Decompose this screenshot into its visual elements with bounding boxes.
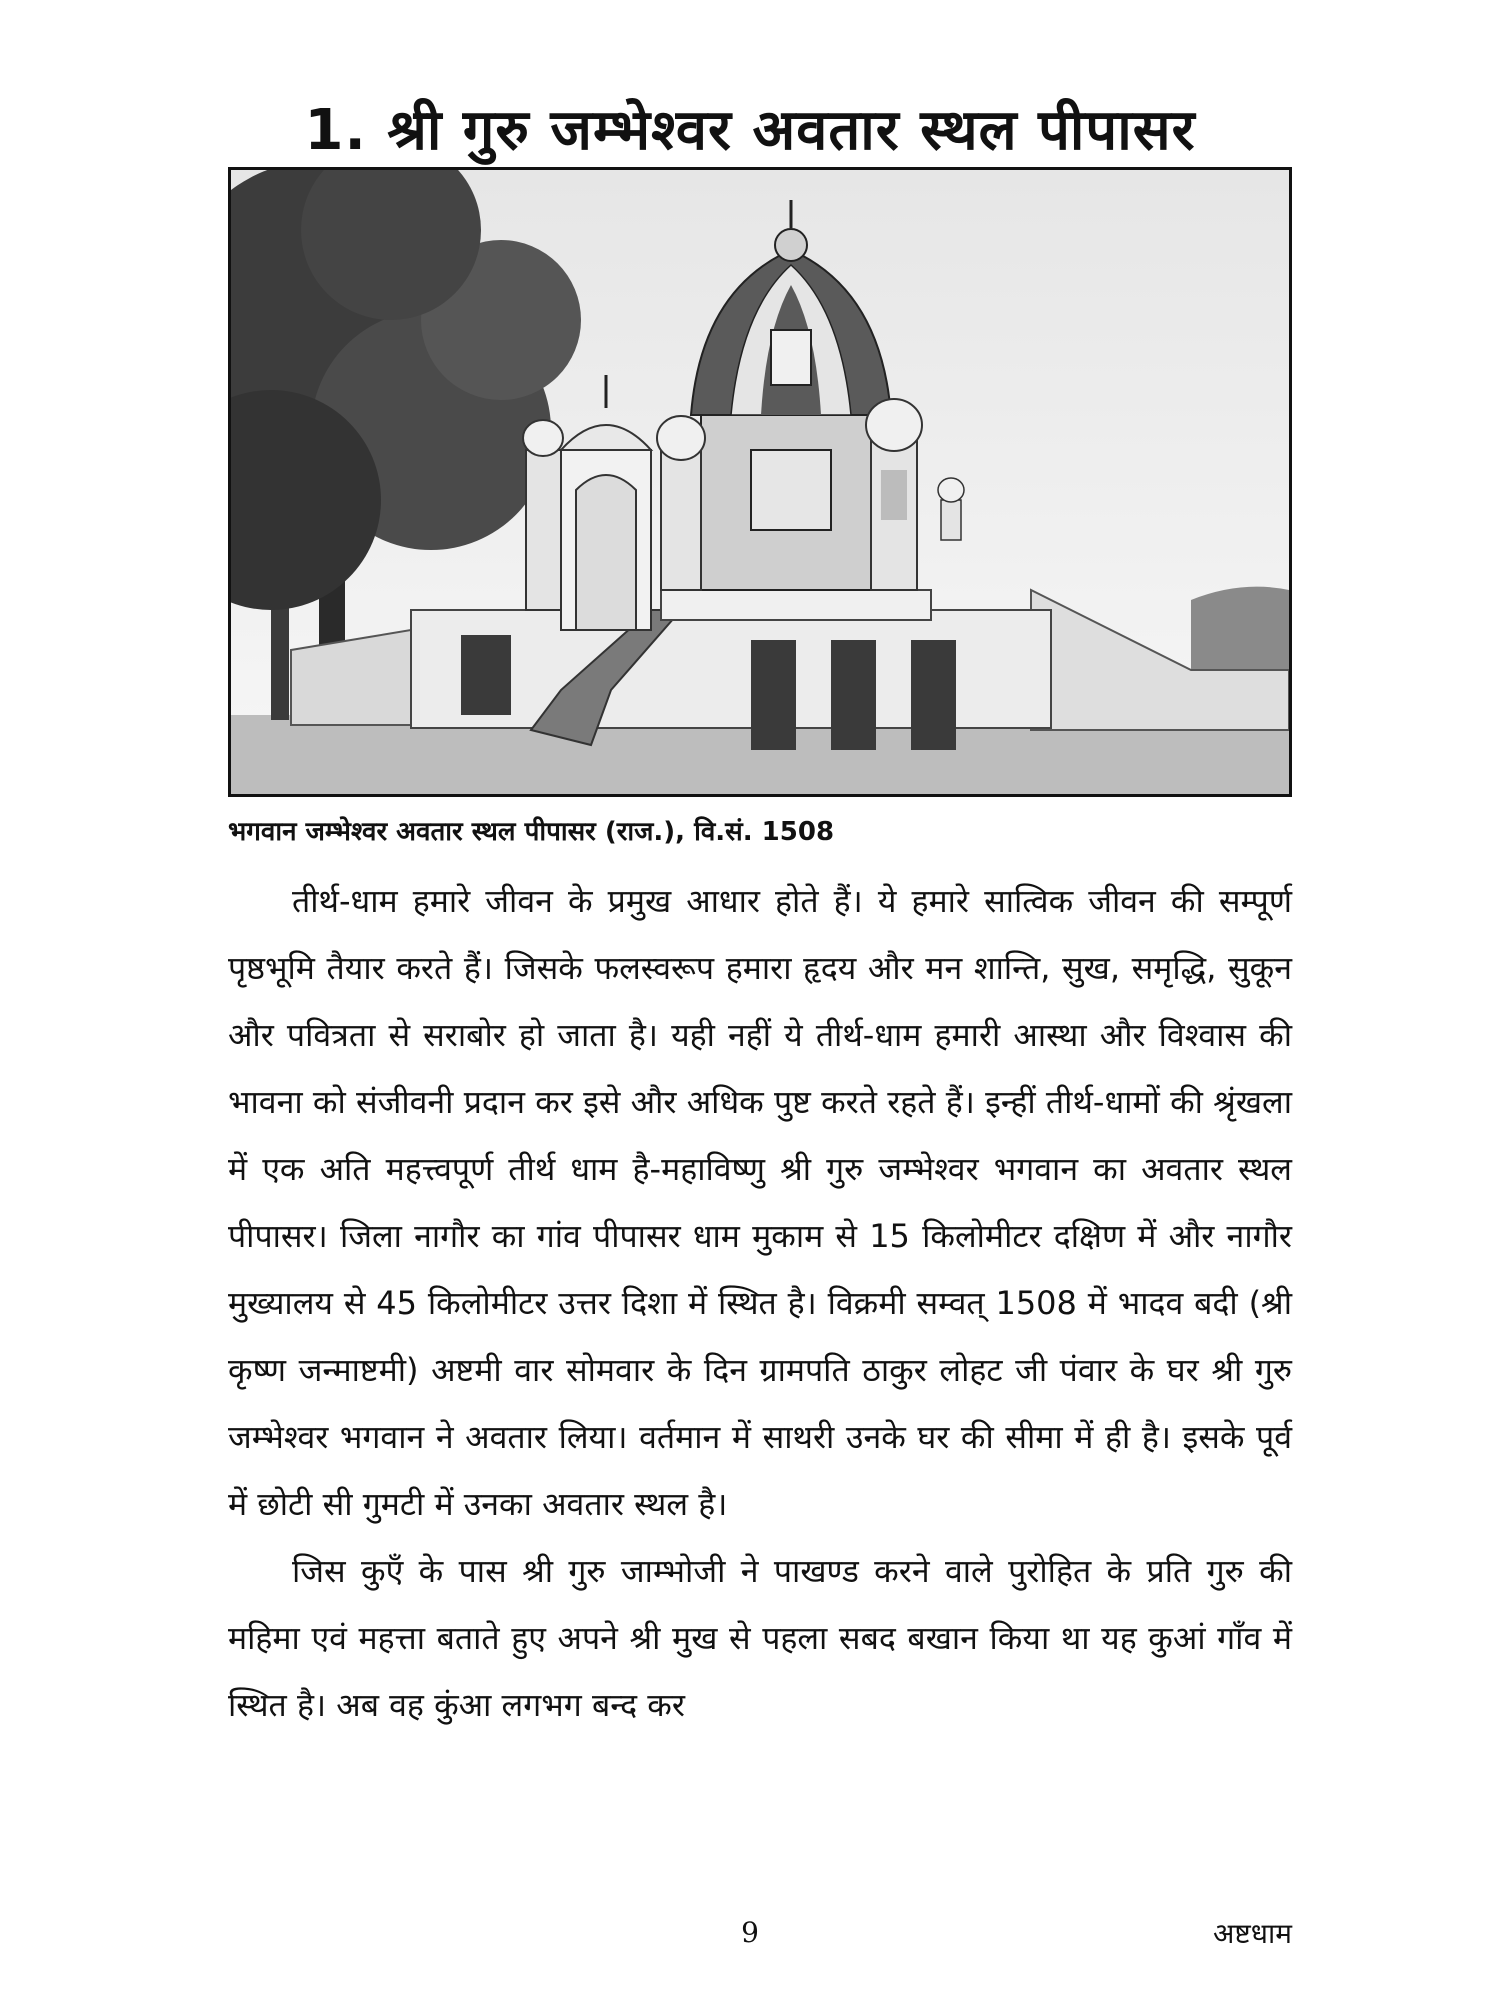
body-text: [228, 868, 1292, 1739]
door: [461, 635, 511, 715]
photo-caption: भगवान जम्भेश्वर अवतार स्थल पीपासर (राज.), वि.सं. 1508: [228, 817, 835, 847]
temple-photo: [228, 167, 1292, 797]
page-number: 9: [741, 1916, 759, 1949]
page-title: 1. श्री गुरु जम्भेश्वर अवतार स्थल पीपासर: [304, 97, 1196, 163]
book-title: अष्टधाम: [1213, 1917, 1292, 1950]
temple-photo-image: [231, 170, 1289, 794]
small-dome: [938, 478, 964, 540]
door: [911, 640, 956, 750]
side-dome: [866, 399, 922, 590]
paragraph: जिस कुएँ के पास श्री गुरु जाम्भोजी ने पाखण्ड करने वाले पुरोहित के प्रति गुरु की महिमा एवं महत्ता बताते हुए अपने श्री मुख से पहला सबद बखान किया था यह कुआं गाँव में स्थित है। अब वह कुंआ लगभग बन्द कर: [228, 1552, 1292, 1724]
side-dome: [657, 416, 705, 590]
side-dome: [523, 420, 563, 610]
door: [831, 640, 876, 750]
paragraph: तीर्थ-धाम हमारे जीवन के प्रमुख आधार होते हैं। ये हमारे सात्विक जीवन की सम्पूर्ण पृष्ठभूमि तैयार करते हैं। जिसके फलस्वरूप हमारा हृदय और मन शान्ति, सुख, समृद्धि, सुकून और पवित्रता से सराबोर हो जाता है। यही नहीं ये तीर्थ-धाम हमारी आस्था और विश्वास की भावना को संजीवनी प्रदान कर इसे और अधिक पुष्ट करते रहते हैं। इन्हीं तीर्थ-धामों की श्रृंखला में एक अति महत्त्वपूर्ण तीर्थ धाम है-महाविष्णु श्री गुरु जम्भेश्वर भगवान का अवतार स्थल पीपासर। जिला नागौर का गांव पीपासर धाम मुकाम से 15 किलोमीटर दक्षिण में और नागौर मुख्यालय से 45 किलोमीटर उत्तर दिशा में स्थित है। विक्रमी सम्वत् 1508 में भादव बदी (श्री कृष्ण जन्माष्टमी) अष्टमी वार सोमवार के दिन ग्रामपति ठाकुर लोहट जी पंवार के घर श्री गुरु जम्भेश्वर भगवान ने अवतार लिया। वर्तमान में साथरी उनके घर की सीमा में ही है। इसके पूर्व में छोटी सी गुमटी में उनका अवतार स्थल है।: [228, 882, 1292, 1523]
parapet: [661, 590, 931, 620]
door: [751, 640, 796, 750]
